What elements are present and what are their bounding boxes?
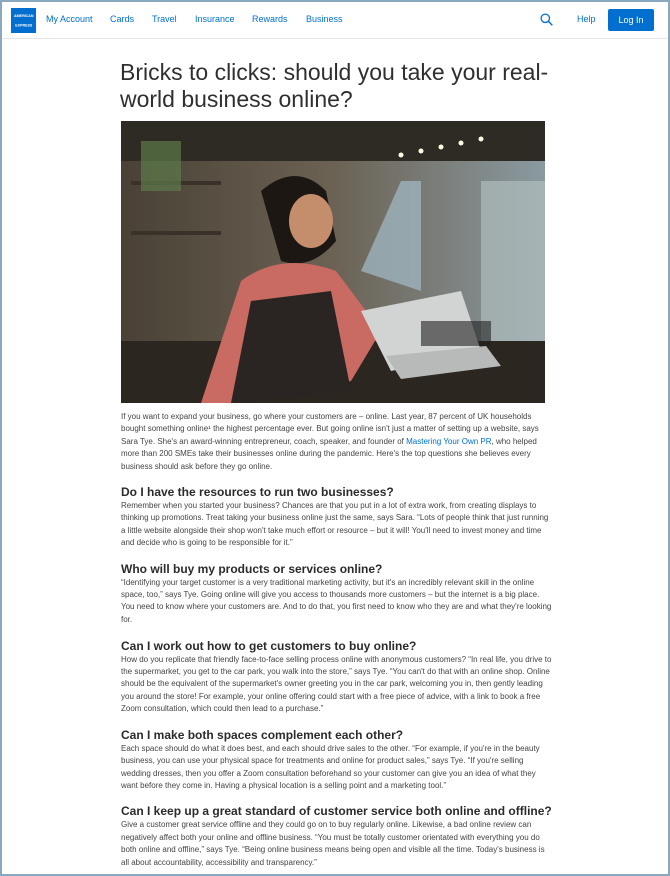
article-title: Bricks to clicks: should you take your real-world business online? bbox=[120, 59, 549, 112]
section-body-who-will-buy: “Identifying your target customer is a very traditional marketing activity, but it's an incredibly relevant skill in the online space, too,” says Tye. Going online will give you access to thousands more customers – but the internet is a big place. You need to know where your customers are. And to do that, you first need to know who they are and what they're looking for. bbox=[121, 577, 552, 624]
nav-cards[interactable]: Cards bbox=[110, 14, 135, 24]
hero-photo-illustration bbox=[121, 121, 545, 403]
nav-insurance[interactable]: Insurance bbox=[195, 14, 235, 24]
top-navigation bbox=[2, 2, 668, 39]
nav-business[interactable]: Business bbox=[306, 14, 343, 24]
section-body-get-customers: How do you replicate that friendly face-to-face selling process online with anonymous customers? “In real life, you drive to the supermarket, you get to the car park, you walk into the store,” says Tye. “You can't do that with an online shop. Online should be the equivalent of the supermarket's owner greeting you in the car park, welcoming you in, then gently leading you around the store! For example, your online offering could start with a free piece of advice, with a link to book a free Zoom consultation, which could then lead to a purchase.” bbox=[121, 654, 552, 714]
section-heading-complement: Can I make both spaces complement each other? bbox=[121, 727, 404, 742]
section-heading-resources: Do I have the resources to run two businesses? bbox=[121, 485, 394, 500]
intro-paragraph bbox=[121, 411, 552, 473]
section-heading-customer-service: Can I keep up a great standard of customer service both online and offline? bbox=[121, 804, 552, 819]
nav-my-account[interactable]: My Account bbox=[46, 14, 93, 24]
login-button[interactable]: Log In bbox=[608, 9, 654, 31]
search-icon[interactable] bbox=[540, 13, 553, 26]
amex-logo[interactable] bbox=[11, 8, 36, 33]
help-link[interactable]: Help bbox=[577, 14, 596, 24]
nav-rewards[interactable]: Rewards bbox=[252, 14, 288, 24]
section-heading-who-will-buy: Who will buy my products or services online? bbox=[121, 561, 383, 576]
nav-travel[interactable]: Travel bbox=[152, 14, 177, 24]
intro-text-part1: If you want to expand your business, go where your customers are – online. Last year, 87 percent of UK households bought something online¹ the highest percentage ever. But going online isn't just a matter of setting up a website, says Sara Tye. She's an award-winning entrepreneur, coach, speaker, and founder of bbox=[121, 412, 539, 446]
section-body-resources: Remember when you started your business? Chances are that you put in a lot of extra work, from creating displays to thinking up promotions. Treat taking your business online just the same, says Sara. “Lots of people think that just running a little website alongside their shop won't take much effort or resource – but it will! You'll need to invest money and time and decide who is going to be responsible for it.” bbox=[121, 501, 549, 548]
section-body-customer-service: Give a customer great service offline and they could go on to buy regularly online. Likewise, a bad online review can negatively affect both your online and offline business. “You must be totally customer orientated with everything you do both online and offline,” says Tye. “Being online business means being open and visible all the time. Today's business is all about accountability, accessibility and transparency.” bbox=[121, 820, 545, 867]
logo-text-line1: AMERICAN bbox=[13, 13, 34, 19]
logo-text-line2: EXPRESS bbox=[14, 22, 33, 28]
hero-image bbox=[121, 121, 545, 403]
section-body-complement: Each space should do what it does best, and each should drive sales to the other. “For example, if you're in the beauty business, you can use your physical space for treatments and online for product sales,” says Tye. “If you're selling wedding dresses, then you offer a Zoom consultation beforehand so your customer can give you an idea of what they want before they come in. Having a physical location is a selling point and a marketing tool.” bbox=[121, 743, 540, 790]
mastering-your-own-pr-link[interactable]: Mastering Your Own PR bbox=[406, 436, 492, 446]
intro-text-part2: , who helped more than 200 SMEs take their businesses online during the pandemic. Here's the top questions she believes every business should ask before they go online. bbox=[121, 436, 537, 471]
article-body bbox=[121, 411, 552, 869]
section-heading-get-customers: Can I work out how to get customers to buy online? bbox=[121, 638, 417, 653]
